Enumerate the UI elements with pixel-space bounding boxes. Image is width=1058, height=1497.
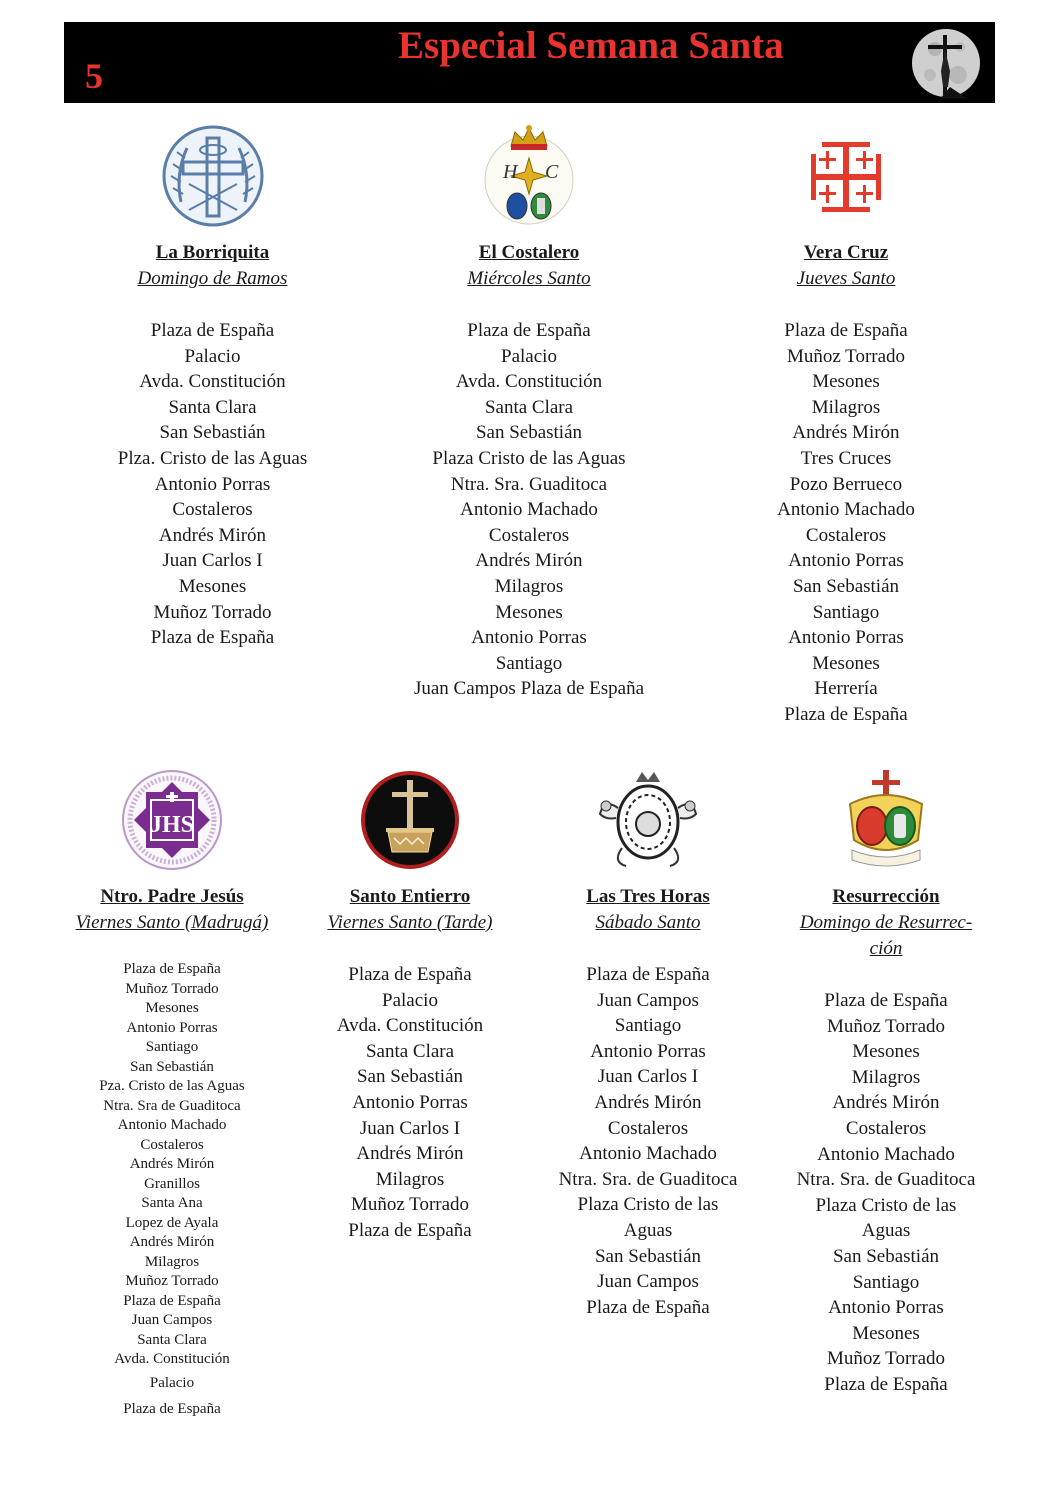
route-street: Juan Campos Plaza de España: [413, 678, 645, 700]
route-street: San Sebastián: [130, 1058, 214, 1075]
route-street: Aguas: [623, 1219, 673, 1241]
route-street: Milagros: [375, 1168, 445, 1190]
route-street: Santiago: [852, 1271, 920, 1293]
route-street: Antonio Porras: [828, 1297, 944, 1319]
route-street: Tres Cruces: [800, 447, 892, 469]
crucifix-moon-icon: [910, 27, 982, 99]
route-street: Antonio Porras: [126, 1019, 218, 1036]
procession-day: Jueves Santo: [796, 268, 896, 289]
route-street: Antonio Porras: [590, 1040, 706, 1062]
route-list: [100, 318, 325, 651]
procession-day: Sábado Santo: [595, 912, 701, 933]
route-street: Santiago: [145, 1039, 199, 1055]
route-street: Costaleros: [488, 524, 570, 546]
procession-column: [100, 124, 325, 651]
route-street: Plaza de España: [586, 964, 710, 985]
route-list: [394, 318, 664, 702]
route-street: Juan Carlos I: [597, 1066, 699, 1088]
route-street: Plaza de España: [784, 320, 908, 341]
route-street: San Sebastián: [594, 1245, 702, 1267]
route-street: Plaza de España: [348, 964, 472, 985]
route-street: Granillos: [144, 1175, 200, 1192]
route-street: Avda. Constitución: [139, 371, 286, 393]
route-street: Herrería: [814, 678, 878, 700]
route-list: [310, 962, 510, 1244]
page-title: Especial Semana Santa: [398, 24, 784, 67]
route-street: Santiago: [614, 1015, 682, 1037]
route-street: Antonio Machado: [777, 499, 915, 521]
route-street: Andrés Mirón: [475, 550, 583, 572]
route-street: San Sebastián: [792, 575, 900, 597]
route-street: Antonio Machado: [117, 1117, 227, 1133]
route-street: Avda. Constitución: [455, 371, 603, 393]
route-street: Plaza de España: [123, 1292, 221, 1309]
route-street: Muñoz Torrado: [153, 601, 272, 623]
route-street: Andrés Mirón: [129, 1234, 215, 1250]
route-street: Plaza Cristo de las Aguas: [432, 447, 626, 469]
route-street: Plaza Cristo de las: [577, 1194, 719, 1216]
procession-name: La Borriquita: [155, 242, 270, 263]
route-street: Lopez de Ayala: [125, 1214, 219, 1231]
route-street: Palacio: [501, 345, 557, 367]
route-street: Antonio Machado: [817, 1143, 955, 1165]
route-street: Santa Clara: [365, 1040, 455, 1062]
procession-name: Resurrección: [832, 886, 940, 907]
procession-name: El Costalero: [478, 242, 580, 263]
procession-day: Miércoles Santo: [467, 268, 591, 289]
route-street: Plaza de España: [348, 1219, 472, 1241]
route-street: Costaleros: [140, 1136, 204, 1153]
route-street: Muñoz Torrado: [350, 1194, 470, 1216]
svg-text:C: C: [545, 161, 559, 183]
jerusalem-cross-icon: [794, 124, 898, 228]
procession-column: [776, 768, 996, 1398]
route-street: Juan Campos: [131, 1312, 213, 1328]
route-street: Plaza de España: [123, 961, 221, 977]
route-street: Mesones: [145, 1000, 199, 1016]
procession-name: Las Tres Horas: [586, 886, 710, 907]
route-street: Plza. Cristo de las Aguas: [117, 447, 308, 469]
route-street: Santa Ana: [141, 1195, 203, 1211]
route-street: Juan Campos: [597, 989, 699, 1011]
route-street: Costaleros: [845, 1117, 927, 1139]
route-street: Juan Carlos I: [162, 550, 263, 572]
route-street: Mesones: [178, 575, 247, 597]
route-street: Plaza de España: [824, 1373, 948, 1395]
route-street: Palacio: [382, 989, 438, 1011]
route-street: Milagros: [494, 575, 564, 597]
route-street: Andrés Mirón: [832, 1092, 940, 1114]
route-street: Milagros: [851, 1066, 921, 1088]
route-street: Avda. Constitución: [336, 1015, 484, 1037]
route-street: Andrés Mirón: [792, 422, 900, 444]
procession-day: ción: [869, 938, 903, 959]
route-street: Santa Clara: [168, 396, 257, 418]
route-street: Muñoz Torrado: [826, 1348, 946, 1370]
borriquita-emblem-icon: [161, 124, 265, 228]
procession-column: [746, 124, 946, 728]
route-list: [538, 962, 758, 1320]
procession-column: [72, 768, 272, 1422]
route-street: Palacio: [149, 1374, 195, 1391]
route-street: San Sebastián: [475, 422, 583, 444]
route-street: Mesones: [852, 1322, 920, 1344]
holy-burial-emblem-icon: [358, 768, 462, 872]
jhs-seal-icon: [120, 768, 224, 872]
route-street: Santa Clara: [137, 1331, 207, 1348]
route-street: Plaza Cristo de las: [815, 1194, 957, 1216]
procession-day: Domingo de Ramos: [137, 268, 288, 289]
svg-text:JHS: JHS: [149, 812, 195, 838]
procession-name: Ntro. Padre Jesús: [100, 886, 244, 907]
route-street: San Sebastián: [832, 1245, 940, 1267]
route-street: Muñoz Torrado: [125, 980, 219, 997]
procession-day: Viernes Santo (Madrugá): [75, 912, 269, 933]
tres-horas-emblem-icon: [592, 768, 704, 872]
route-street: Muñoz Torrado: [826, 1015, 946, 1037]
route-list: [72, 960, 272, 1422]
route-street: Antonio Porras: [788, 627, 904, 649]
page-number: 5: [85, 56, 103, 96]
route-street: Andrés Mirón: [158, 524, 267, 546]
route-street: Ntra. Sra. de Guaditoca: [558, 1168, 738, 1190]
route-street: Mesones: [812, 652, 880, 674]
route-street: Plaza de España: [150, 320, 275, 341]
route-street: Andrés Mirón: [129, 1156, 215, 1172]
procession-day: Viernes Santo (Tarde): [327, 912, 493, 933]
route-street: Juan Carlos I: [359, 1117, 461, 1139]
route-street: Muñoz Torrado: [125, 1273, 219, 1289]
route-list: [776, 988, 996, 1398]
procession-column: [310, 768, 510, 1244]
route-street: Andrés Mirón: [594, 1091, 702, 1113]
procession-name: Santo Entierro: [349, 886, 471, 907]
route-street: Costaleros: [172, 499, 253, 521]
route-street: Juan Campos: [597, 1271, 699, 1293]
route-street: Mesones: [852, 1041, 920, 1063]
route-street: Muñoz Torrado: [786, 345, 906, 367]
procession-column: [394, 124, 664, 702]
route-street: Mesones: [495, 601, 563, 623]
route-street: Andrés Mirón: [356, 1143, 464, 1165]
route-street: Antonio Porras: [471, 627, 587, 649]
route-street: Ntra. Sra. de Guaditoca: [796, 1169, 976, 1191]
resurreccion-emblem-icon: [836, 768, 936, 872]
procession-column: [538, 768, 758, 1320]
route-street: San Sebastián: [356, 1066, 464, 1088]
route-street: Plaza de España: [784, 703, 908, 725]
route-street: Antonio Machado: [460, 499, 598, 521]
header-banner: [64, 22, 995, 103]
route-street: Plaza de España: [467, 320, 591, 341]
route-street: Plaza de España: [150, 627, 275, 649]
route-street: Milagros: [144, 1253, 200, 1270]
route-street: San Sebastián: [159, 422, 266, 444]
route-street: Santiago: [812, 601, 880, 623]
route-list: [746, 318, 946, 728]
svg-text:H: H: [503, 161, 518, 183]
route-street: Mesones: [812, 371, 880, 393]
procession-name: Vera Cruz: [803, 242, 889, 263]
route-street: Milagros: [811, 396, 881, 418]
route-street: Antonio Machado: [579, 1143, 717, 1165]
route-street: Plaza de España: [123, 1400, 221, 1417]
route-street: Ntra. Sra de Guaditoca: [103, 1097, 241, 1114]
route-street: Antonio Porras: [352, 1091, 468, 1113]
route-street: Pza. Cristo de las Aguas: [99, 1078, 245, 1094]
route-street: Costaleros: [607, 1117, 689, 1139]
route-street: Aguas: [861, 1220, 911, 1242]
route-street: Ntra. Sra. Guaditoca: [450, 473, 608, 495]
route-street: Pozo Berrueco: [789, 473, 903, 495]
route-street: Antonio Porras: [154, 473, 271, 495]
procession-day: Domingo de Resurrec-: [799, 912, 973, 933]
route-street: Costaleros: [805, 524, 887, 546]
route-street: Avda. Constitución: [114, 1351, 230, 1367]
route-street: Santiago: [495, 652, 563, 674]
costalero-emblem-icon: [481, 124, 577, 228]
route-street: Plaza de España: [586, 1296, 710, 1318]
route-street: Palacio: [184, 345, 241, 367]
route-street: Plaza de España: [824, 990, 948, 1011]
route-street: Antonio Porras: [788, 550, 904, 572]
route-street: Santa Clara: [484, 396, 574, 418]
